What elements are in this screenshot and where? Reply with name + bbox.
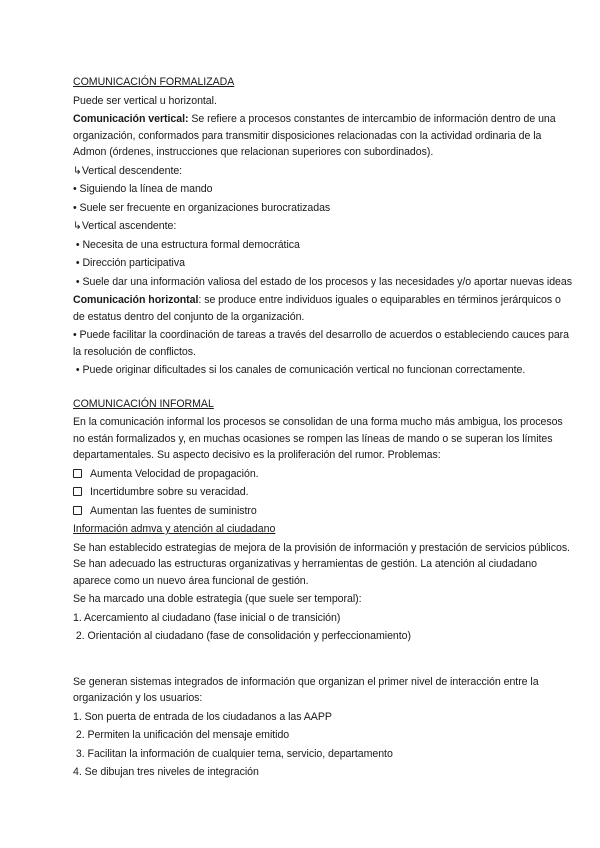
ascendente-item: • Suele dar una información valiosa del estado de los procesos y las necesidades y/o aportar nuevas ideas [73,275,572,288]
subheading-informacion-admva: Información admva y atención al ciudadano [73,523,276,535]
horizontal-item: • Puede originar dificultades si los canales de comunicación vertical no funcionan correctamente. [73,364,526,376]
descendente-item: • Siguiendo la línea de mando [73,183,213,195]
spacer [73,647,573,674]
checkbox-square-icon [73,487,82,496]
ascendente-item: • Necesita de una estructura formal democrática [73,238,300,251]
vertical-paragraph [73,111,573,161]
descendente-item: • Suele ser frecuente en organizaciones burocratizadas [73,201,331,214]
vertical-text: Se refiere a procesos constantes de intercambio de información dentro de una organización, conformados para transmitir disposiciones relacionadas con la actividad ordinaria de la Admon (órdenes, instrucciones que relacionan superiores con subordinados). [73,113,556,158]
systems-item: 2. Permiten la unificación del mensaje emitido [73,729,290,741]
systems-paragraph: Se generan sistemas integrados de información que organizan el primer nivel de interacción entre la organización y los usuarios: [73,675,539,704]
checkbox-square-icon [73,469,82,478]
spacer [73,381,573,396]
descendente-label: ↳Vertical descendente: [73,164,183,177]
problem-item [73,466,573,483]
systems-item: 3. Facilitan la información de cualquier tema, servicio, departamento [73,747,393,760]
ascendente-item: • Dirección participativa [73,257,185,269]
problem-text: Aumenta Velocidad de propagación. [90,467,259,480]
strategy-item: 2. Orientación al ciudadano (fase de consolidación y perfeccionamiento) [73,630,411,642]
horizontal-item: • Puede facilitar la coordinación de tareas a través del desarrollo de acuerdos o estableciendo cauces para la resolución de conflictos. [73,329,569,358]
strategy-item: 1. Acercamiento al ciudadano (fase inicial o de transición) [73,611,341,624]
systems-item: 4. Se dibujan tres niveles de integración [73,766,259,778]
problem-text: Aumentan las fuentes de suministro [90,504,257,517]
heading-comunicacion-informal: COMUNICACIÓN INFORMAL [73,397,214,410]
ascendente-label: ↳Vertical ascendente: [73,220,177,232]
problem-item [73,503,573,520]
problem-item [73,484,573,501]
problem-text: Incertidumbre sobre su veracidad. [90,486,249,498]
systems-item: 1. Son puerta de entrada de los ciudadanos a las AAPP [73,710,332,723]
vertical-term: Comunicación vertical: [73,113,189,125]
horizontal-term: Comunicación horizontal [73,294,199,306]
informal-paragraph: En la comunicación informal los procesos se consolidan de una forma mucho más ambigua, los procesos no están formalizados y, en muchas ocasiones se rompen las líneas de mando o se superan los límites departamentales. Su aspecto decisivo es la proliferación del rumor. Problemas: [73,416,563,461]
intro-paragraph: Puede ser vertical u horizontal. [73,94,217,107]
strategy-intro: Se ha marcado una doble estrategia (que suele ser temporal): [73,593,362,605]
heading-comunicacion-formalizada: COMUNICACIÓN FORMALIZADA [73,76,235,88]
horizontal-paragraph [73,292,573,325]
checkbox-square-icon [73,506,82,515]
mejora-paragraph: Se han establecido estrategias de mejora de la provisión de información y prestación de servicios públicos. Se han adecuado las estructuras organizativas y herramientas de gestión. La atención al ciudadano aparece como un nuevo área funcional de gestión. [73,541,570,587]
horizontal-text: : se produce entre individuos iguales o equiparables en términos jerárquicos o de estatus dentro del conjunto de la organización. [73,294,561,323]
document-body [73,74,573,783]
